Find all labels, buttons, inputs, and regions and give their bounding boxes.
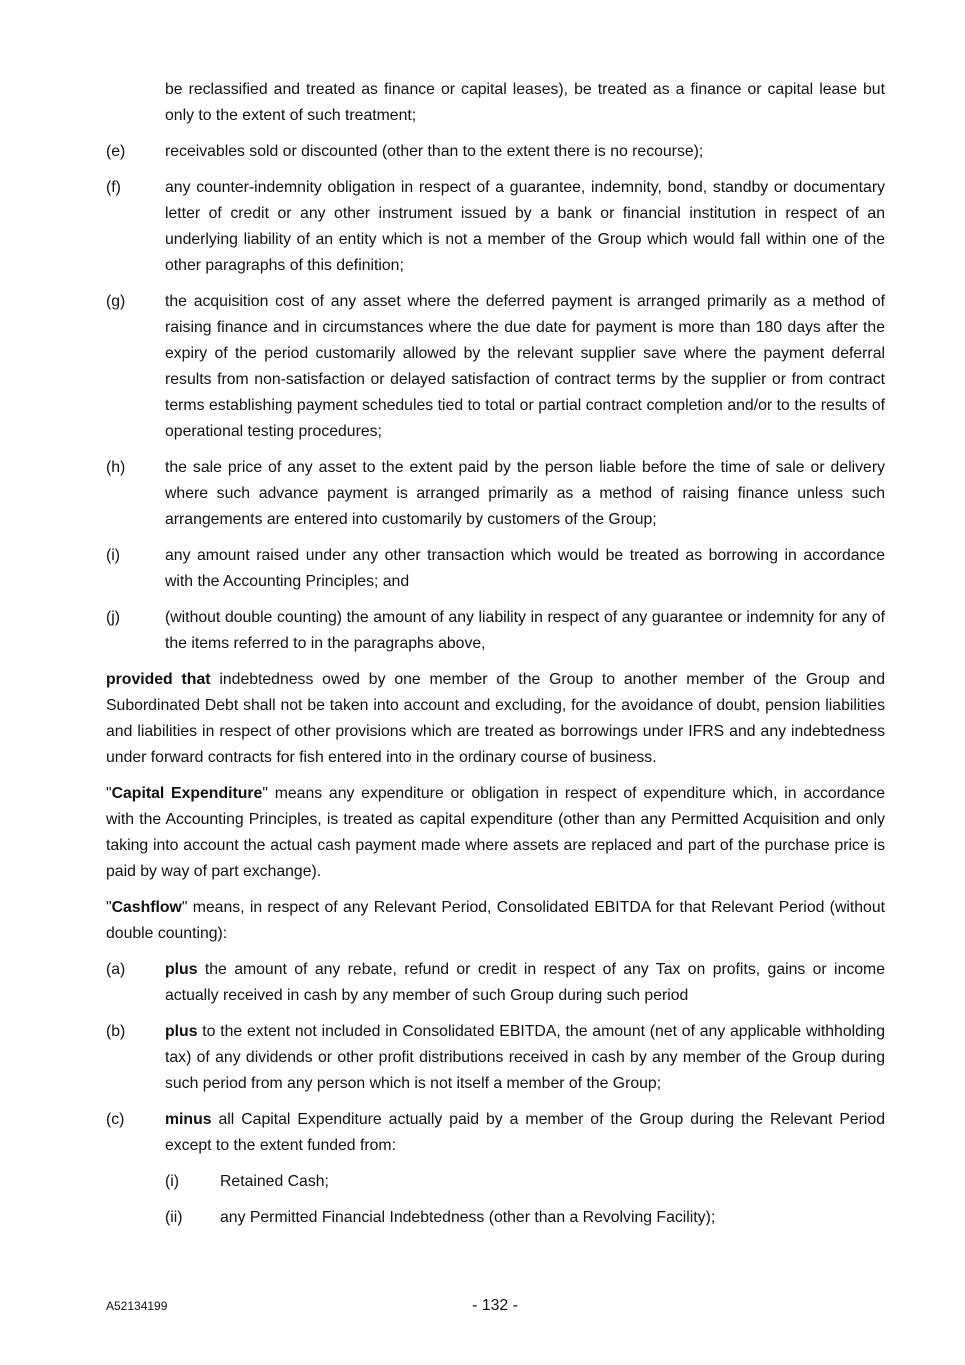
item-label: (a) [106, 961, 126, 978]
proviso-bold: provided that [106, 671, 211, 688]
item-label: (j) [106, 609, 121, 626]
item-text [165, 957, 885, 1009]
sub-item-text: Retained Cash; [220, 1173, 329, 1190]
list-item-h [106, 455, 885, 533]
list-item-e [106, 139, 885, 165]
definition-cashflow [106, 895, 885, 947]
definition-text: " means, in respect of any Relevant Period, Consolidated EBITDA for that Relevant Period (without double counting): [106, 899, 885, 942]
item-label: (e) [106, 143, 126, 160]
item-text: receivables sold or discounted (other than to the extent there is no recourse); [165, 143, 704, 160]
item-text: the sale price of any asset to the extent paid by the person liable before the time of sale or delivery where such advance payment is arranged primarily as a method of raising finance unless such arrangements are entered into customarily by customers of the Group; [165, 459, 885, 528]
item-text: any counter-indemnity obligation in respect of a guarantee, indemnity, bond, standby or documentary letter of credit or any other instrument issued by a bank or financial institution in respect of an underlying liability of an entity which is not a member of the Group which would fall within one of the other paragraphs of this definition; [165, 179, 885, 274]
proviso-paragraph [106, 667, 885, 771]
item-text [165, 1019, 885, 1097]
list-item-b [106, 1019, 885, 1097]
item-text [165, 1107, 885, 1159]
item-text: (without double counting) the amount of any liability in respect of any guarantee or indemnity for any of the items referred to in the paragraphs above, [165, 609, 885, 652]
item-label: (b) [106, 1023, 126, 1040]
sub-item-i [165, 1169, 885, 1195]
item-rest: the amount of any rebate, refund or credit in respect of any Tax on profits, gains or income actually received in cash by any member of such Group during such period [165, 961, 885, 1004]
item-label: (f) [106, 179, 121, 196]
definition-capital-expenditure [106, 781, 885, 885]
item-text: the acquisition cost of any asset where the deferred payment is arranged primarily as a method of raising finance and in circumstances where the due date for payment is more than 180 days after the expiry of the period customarily allowed by the relevant supplier save where the payment deferral results from non-satisfaction or delayed satisfaction of contract terms by the supplier or from contract terms establishing payment schedules tied to total or partial contract completion and/or to the results of operational testing procedures; [165, 293, 885, 440]
defined-term: Capital Expenditure [111, 785, 263, 802]
document-reference: A52134199 [106, 1299, 168, 1313]
sub-item-ii [165, 1205, 885, 1231]
list-item-i [106, 543, 885, 595]
list-item-g [106, 289, 885, 445]
definition-list-financial-indebtedness [106, 139, 885, 657]
open-quote: " [106, 899, 112, 916]
continuation-paragraph: be reclassified and treated as finance or capital leases), be treated as a finance or capital lease but only to the extent of such treatment; [165, 81, 885, 124]
definition-text: " means any expenditure or obligation in respect of expenditure which, in accordance with the Accounting Principles, is treated as capital expenditure (other than any Permitted Acquisition and only taking into account the actual cash payment made where assets are replaced and part of the purchase price is paid by way of part exchange). [106, 785, 885, 880]
defined-term: Cashflow [111, 899, 182, 916]
sub-item-text: any Permitted Financial Indebtedness (other than a Revolving Facility); [220, 1209, 716, 1226]
page-number: - 132 - [472, 1297, 518, 1314]
sub-item-label: (i) [165, 1173, 180, 1190]
open-quote: " [106, 785, 112, 802]
item-bold: plus [165, 1023, 198, 1040]
list-item-j [106, 605, 885, 657]
item-label: (i) [106, 547, 121, 564]
item-text: any amount raised under any other transaction which would be treated as borrowing in accordance with the Accounting Principles; and [165, 547, 885, 590]
page-body [106, 77, 885, 1241]
sub-item-label: (ii) [165, 1209, 183, 1226]
item-label: (c) [106, 1111, 125, 1128]
definition-list-cashflow [106, 957, 885, 1231]
item-bold: minus [165, 1111, 212, 1128]
list-item-a [106, 957, 885, 1009]
item-rest: all Capital Expenditure actually paid by a member of the Group during the Relevant Period except to the extent funded from: [165, 1111, 885, 1154]
item-bold: plus [165, 961, 198, 978]
item-label: (h) [106, 459, 126, 476]
list-item-c [106, 1107, 885, 1159]
proviso-text: indebtedness owed by one member of the Group to another member of the Group and Subordinated Debt shall not be taken into account and excluding, for the avoidance of doubt, pension liabilities and liabilities in respect of other provisions which are treated as borrowings under IFRS and any indebtedness under forward contracts for fish entered into in the ordinary course of business. [106, 671, 885, 766]
item-rest: to the extent not included in Consolidated EBITDA, the amount (net of any applicable withholding tax) of any dividends or other profit distributions received in cash by any member of the Group during such period from any person which is not itself a member of the Group; [165, 1023, 885, 1092]
item-label: (g) [106, 293, 126, 310]
list-item-f [106, 175, 885, 279]
